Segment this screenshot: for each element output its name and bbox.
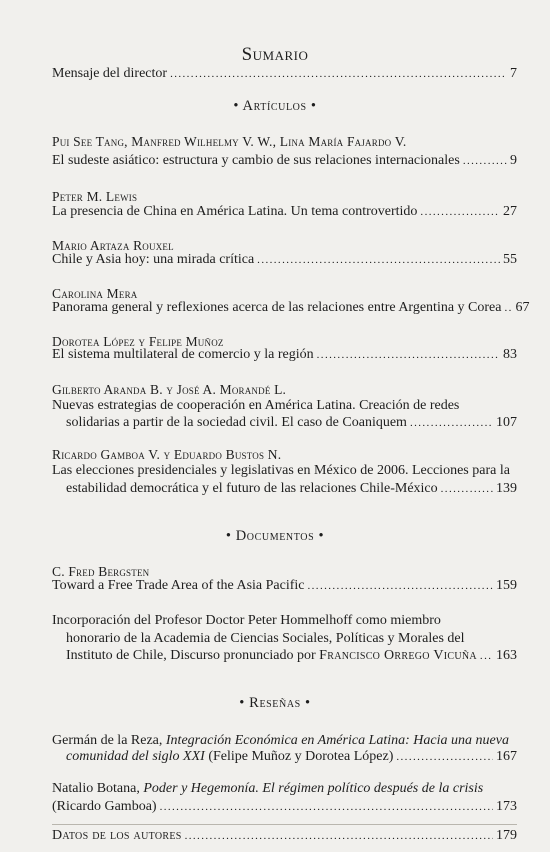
- entry-title: La presencia de China en América Latina. Un tema controvertido: [52, 204, 418, 219]
- page-title: Sumario: [241, 44, 309, 65]
- dot-leader: [480, 646, 493, 666]
- page-number: 173: [496, 799, 517, 814]
- page-number: 167: [496, 749, 517, 764]
- entry-title-line: Nuevas estrategias de cooperación en América Latina. Creación de redes: [52, 398, 460, 413]
- toc-entry-article-7[interactable]: [66, 479, 517, 499]
- dot-leader: [504, 298, 512, 318]
- entry-authors: Ricardo Gamboa V. y Eduardo Bustos N.: [52, 447, 282, 462]
- entry-title: Mensaje del director: [52, 66, 168, 81]
- toc-entry-article-2[interactable]: [52, 202, 517, 222]
- page-number: 179: [496, 828, 517, 843]
- page-number: 83: [503, 347, 517, 362]
- page-number: 55: [503, 252, 517, 267]
- entry-title: Toward a Free Trade Area of the Asia Pacific: [52, 578, 305, 593]
- dot-leader: [396, 747, 493, 767]
- section-heading-documentos: • Documentos •: [225, 528, 325, 544]
- entry-authors: C. Fred Bergsten: [52, 564, 150, 579]
- review-line: [52, 779, 522, 799]
- toc-entry-article-1[interactable]: [52, 151, 517, 171]
- entry-authors: Carolina Mera: [52, 286, 138, 301]
- divider: [52, 824, 517, 825]
- dot-leader: [410, 413, 493, 433]
- dot-leader: [185, 826, 493, 846]
- toc-entry-document-2[interactable]: [66, 646, 517, 666]
- dot-leader: [308, 576, 494, 596]
- entry-title: estabilidad democrática y el futuro de las relaciones Chile-México: [66, 481, 438, 496]
- toc-entry-article-5[interactable]: [52, 345, 517, 365]
- review-author: Natalio Botana,: [52, 781, 144, 796]
- entry-title: [66, 646, 477, 666]
- reviewers: (Felipe Muñoz y Dorotea López): [204, 749, 394, 764]
- book-title: Integración Económica en América Latina: Hacia una nueva: [165, 733, 509, 748]
- entry-title-line: Incorporación del Profesor Doctor Peter Hommelhoff como miembro: [52, 613, 441, 628]
- entry-authors: Gilberto Aranda B. y José A. Morandé L.: [52, 382, 287, 397]
- entry-text: Instituto de Chile, Discurso pronunciado por: [66, 648, 316, 663]
- entry-title: El sudeste asiático: estructura y cambio de sus relaciones internacionales: [52, 153, 460, 168]
- entry-authors: Peter M. Lewis: [52, 189, 138, 204]
- entry-title: Chile y Asia hoy: una mirada crítica: [52, 252, 255, 267]
- page-number: 163: [496, 648, 517, 663]
- entry-authors: Mario Artaza Rouxel: [52, 238, 174, 253]
- section-heading-articulos: • Artículos •: [233, 98, 317, 114]
- entry-title: Datos de los autores: [52, 828, 182, 843]
- dot-leader: [257, 250, 500, 270]
- entry-authors: Pui See Tang, Manfred Wilhelmy V. W., Lina María Fajardo V.: [52, 134, 407, 149]
- entry-authors: Dorotea López y Felipe Muñoz: [52, 334, 224, 349]
- dot-leader: [160, 797, 493, 817]
- toc-entry-datos-autores[interactable]: [52, 826, 517, 846]
- book-title: comunidad del siglo XXI: [66, 749, 205, 764]
- toc-entry-article-6[interactable]: [66, 413, 517, 433]
- dot-leader: [420, 202, 500, 222]
- page-number: 107: [496, 415, 517, 430]
- review-author: Germán de la Reza,: [52, 733, 166, 748]
- page-number: 159: [496, 578, 517, 593]
- entry-title: Panorama general y reflexiones acerca de las relaciones entre Argentina y Corea: [52, 300, 502, 315]
- dot-leader: [170, 64, 507, 84]
- entry-title-line: honorario de la Academia de Ciencias Sociales, Políticas y Morales del: [66, 631, 465, 646]
- toc-entry-review-1[interactable]: [66, 747, 517, 767]
- toc-entry-review-2[interactable]: [52, 797, 517, 817]
- page-number: 9: [510, 153, 517, 168]
- page-number: 139: [496, 481, 517, 496]
- entry-title-line: Las elecciones presidenciales y legislativas en México de 2006. Lecciones para la: [52, 463, 510, 478]
- section-heading-resenas: • Reseñas •: [239, 695, 311, 711]
- dot-leader: [441, 479, 493, 499]
- page-number: 7: [510, 66, 517, 81]
- entry-title: El sistema multilateral de comercio y la región: [52, 347, 314, 362]
- speaker-name: Francisco Orrego Vicuña: [319, 648, 477, 663]
- dot-leader: [317, 345, 500, 365]
- page-number: 27: [503, 204, 517, 219]
- toc-entry-document-1[interactable]: [52, 576, 517, 596]
- toc-entry-mensaje[interactable]: [52, 64, 517, 84]
- toc-entry-article-3[interactable]: [52, 250, 517, 270]
- entry-title: solidarias a partir de la sociedad civil. El caso de Coaniquem: [66, 415, 407, 430]
- toc-entry-article-4[interactable]: [52, 298, 530, 318]
- page-number: 67: [515, 300, 530, 315]
- entry-title: (Ricardo Gamboa): [52, 799, 157, 814]
- entry-title: [66, 747, 393, 767]
- dot-leader: [463, 151, 507, 171]
- book-title: Poder y Hegemonía. El régimen político después de la crisis: [143, 781, 484, 796]
